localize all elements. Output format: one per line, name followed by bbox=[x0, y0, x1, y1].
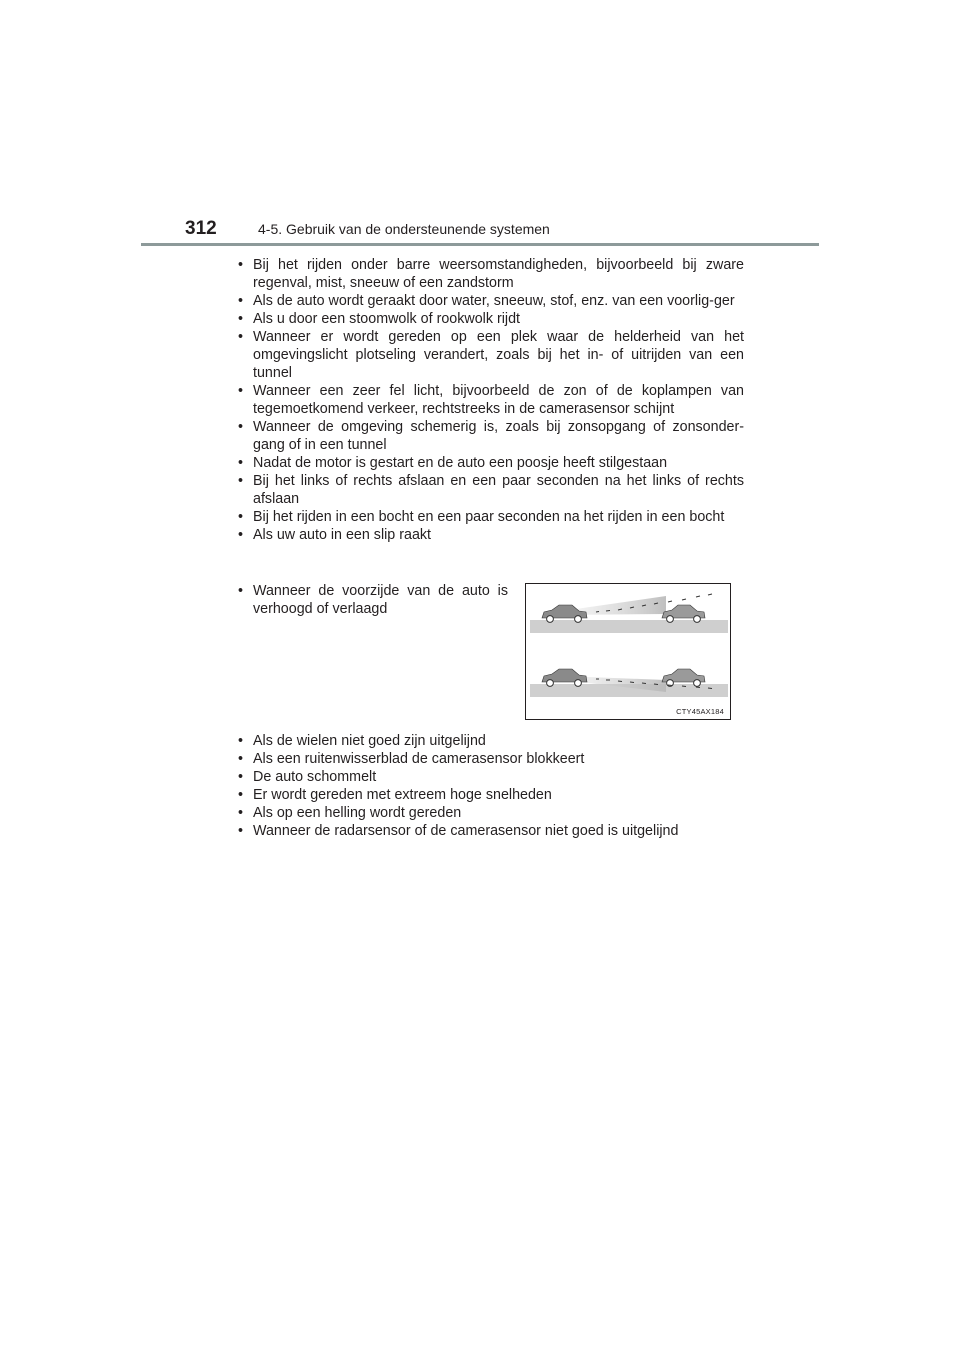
list-item: • Wanneer de radarsensor of de camerasensor niet goed is uitgelijnd bbox=[238, 822, 744, 840]
list-item: • Wanneer de omgeving schemerig is, zoals bij zonsopgang of zonsonder-gang of in een tunnel bbox=[238, 418, 744, 454]
list-item: • Bij het rijden in een bocht en een paar seconden na het rijden in een bocht bbox=[238, 508, 744, 526]
page-number: 312 bbox=[185, 218, 217, 239]
list-item: • Bij het links of rechts afslaan en een paar seconden na het links of rechts afslaan bbox=[238, 472, 744, 508]
car-radar-illustration bbox=[526, 584, 732, 721]
bullet-list-top bbox=[238, 256, 744, 544]
list-item: • Nadat de motor is gestart en de auto een poosje heeft stilgestaan bbox=[238, 454, 744, 472]
list-item: • Er wordt gereden met extreem hoge snelheden bbox=[238, 786, 744, 804]
car-illustration bbox=[525, 583, 731, 720]
list-item: • Als een ruitenwisserblad de camerasensor blokkeert bbox=[238, 750, 744, 768]
section-title: 4-5. Gebruik van de ondersteunende systemen bbox=[258, 221, 550, 237]
list-item: • Wanneer er wordt gereden op een plek waar de helderheid van het omgevingslicht plotseling verandert, zoals bij het in- of uitrijden van een tunnel bbox=[238, 328, 744, 382]
list-item: • Als u door een stoomwolk of rookwolk rijdt bbox=[238, 310, 744, 328]
bullet-list-mid bbox=[238, 582, 508, 618]
list-item: • De auto schommelt bbox=[238, 768, 744, 786]
header-rule bbox=[141, 243, 819, 246]
own-car-top-icon bbox=[542, 605, 587, 622]
front-car-top-icon bbox=[662, 605, 705, 622]
list-item: • Als uw auto in een slip raakt bbox=[238, 526, 744, 544]
list-item: • Als op een helling wordt gereden bbox=[238, 804, 744, 822]
list-item: • Wanneer de voorzijde van de auto is verhoogd of verlaagd bbox=[238, 582, 508, 618]
list-item: • Als de auto wordt geraakt door water, sneeuw, stof, enz. van een voorlig-ger bbox=[238, 292, 744, 310]
bullet-list-bottom bbox=[238, 732, 744, 840]
figure-code: CTY45AX184 bbox=[676, 706, 724, 716]
list-item: • Bij het rijden onder barre weersomstandigheden, bijvoorbeeld bij zware regenval, mist, sneeuw of een zandstorm bbox=[238, 256, 744, 292]
own-car-bottom-icon bbox=[542, 669, 587, 686]
list-item: • Als de wielen niet goed zijn uitgelijnd bbox=[238, 732, 744, 750]
front-car-bottom-icon bbox=[662, 669, 705, 686]
list-item: • Wanneer een zeer fel licht, bijvoorbeeld de zon of de koplampen van tegemoetkomend verkeer, rechtstreeks in de camerasensor schijnt bbox=[238, 382, 744, 418]
